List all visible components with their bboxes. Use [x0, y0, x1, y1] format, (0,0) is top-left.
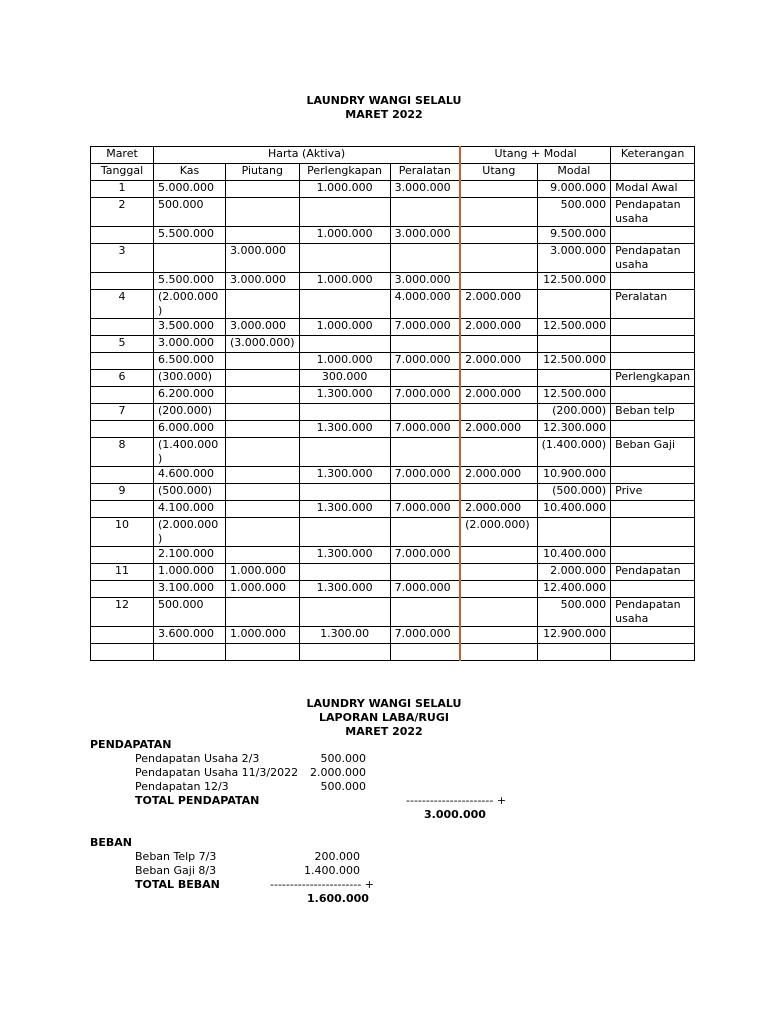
kas-cell: (2.000.000 ) — [154, 518, 226, 547]
perlengkapan-cell — [299, 438, 390, 467]
pendapatan-item-amount: 2.000.000 — [310, 766, 366, 779]
perlengkapan-cell: 1.000.000 — [299, 227, 390, 244]
peralatan-cell: 7.000.000 — [390, 387, 460, 404]
utang-cell — [460, 438, 537, 467]
header-cell — [611, 164, 695, 181]
peralatan-cell: 7.000.000 — [390, 627, 460, 644]
piutang-cell — [226, 421, 300, 438]
modal-cell: 9.000.000 — [537, 181, 611, 198]
piutang-cell — [226, 484, 300, 501]
utang-cell — [460, 404, 537, 421]
peralatan-cell — [390, 336, 460, 353]
keterangan-cell — [611, 421, 695, 438]
tanggal-cell — [91, 319, 154, 336]
modal-cell — [537, 644, 611, 661]
perlengkapan-cell: 1.300.000 — [299, 421, 390, 438]
kas-cell — [154, 644, 226, 661]
piutang-cell — [226, 547, 300, 564]
utang-cell: 2.000.000 — [460, 467, 537, 484]
kas-cell: 500.000 — [154, 198, 226, 227]
peralatan-cell — [390, 370, 460, 387]
beban-item-amount: 200.000 — [314, 850, 360, 863]
modal-cell: (200.000) — [537, 404, 611, 421]
modal-cell: 12.500.000 — [537, 319, 611, 336]
utang-cell — [460, 244, 537, 273]
peralatan-cell: 7.000.000 — [390, 547, 460, 564]
tanggal-cell: 10 — [91, 518, 154, 547]
modal-cell: 3.000.000 — [537, 244, 611, 273]
table-row — [91, 564, 695, 581]
modal-cell: 9.500.000 — [537, 227, 611, 244]
piutang-cell: (3.000.000) — [226, 336, 300, 353]
keterangan-cell — [611, 627, 695, 644]
peralatan-cell: 4.000.000 — [390, 290, 460, 319]
header-cell: Perlengkapan — [299, 164, 390, 181]
perlengkapan-cell — [299, 644, 390, 661]
keterangan-cell — [611, 273, 695, 290]
piutang-cell — [226, 518, 300, 547]
total-beban-value: 1.600.000 — [307, 892, 369, 905]
kas-cell: (300.000) — [154, 370, 226, 387]
perlengkapan-cell: 300.000 — [299, 370, 390, 387]
header-cell: Maret — [91, 147, 154, 164]
table-row — [91, 198, 695, 227]
piutang-cell — [226, 227, 300, 244]
kas-cell: 5.000.000 — [154, 181, 226, 198]
total-pendapatan-line: ---------------------- + — [406, 794, 507, 807]
kas-cell: (2.000.000 ) — [154, 290, 226, 319]
peralatan-cell: 7.000.000 — [390, 353, 460, 370]
table-row — [91, 627, 695, 644]
modal-cell: 12.900.000 — [537, 627, 611, 644]
modal-cell: (500.000) — [537, 484, 611, 501]
kas-cell: 1.000.000 — [154, 564, 226, 581]
utang-cell — [460, 484, 537, 501]
perlengkapan-cell — [299, 598, 390, 627]
tanggal-cell — [91, 581, 154, 598]
kas-cell: 6.200.000 — [154, 387, 226, 404]
tanggal-cell: 7 — [91, 404, 154, 421]
peralatan-cell: 7.000.000 — [390, 421, 460, 438]
utang-cell — [460, 273, 537, 290]
piutang-cell: 1.000.000 — [226, 627, 300, 644]
peralatan-cell — [390, 644, 460, 661]
utang-cell — [460, 370, 537, 387]
piutang-cell — [226, 598, 300, 627]
ledger-table — [90, 146, 695, 661]
piutang-cell — [226, 353, 300, 370]
pendapatan-item-label: Pendapatan Usaha 2/3 — [135, 752, 260, 765]
keterangan-cell: Pendapatan — [611, 564, 695, 581]
perlengkapan-cell — [299, 484, 390, 501]
tanggal-cell: 2 — [91, 198, 154, 227]
peralatan-cell — [390, 198, 460, 227]
table-row — [91, 598, 695, 627]
peralatan-cell: 7.000.000 — [390, 467, 460, 484]
modal-cell: 500.000 — [537, 198, 611, 227]
piutang-cell: 3.000.000 — [226, 273, 300, 290]
piutang-cell — [226, 181, 300, 198]
keterangan-cell — [611, 547, 695, 564]
keterangan-cell — [611, 467, 695, 484]
perlengkapan-cell — [299, 564, 390, 581]
peralatan-cell — [390, 518, 460, 547]
pendapatan-item-label: Pendapatan Usaha 11/3/2022 — [135, 766, 299, 779]
keterangan-cell — [611, 644, 695, 661]
peralatan-cell: 7.000.000 — [390, 319, 460, 336]
tanggal-cell — [91, 644, 154, 661]
table-row — [91, 353, 695, 370]
peralatan-cell: 3.000.000 — [390, 273, 460, 290]
kas-cell: 5.500.000 — [154, 227, 226, 244]
keterangan-cell: Modal Awal — [611, 181, 695, 198]
keterangan-cell: Beban telp — [611, 404, 695, 421]
utang-cell — [460, 598, 537, 627]
keterangan-cell: Pendapatan usaha — [611, 244, 695, 273]
table-row — [91, 518, 695, 547]
keterangan-cell: Prive — [611, 484, 695, 501]
header-cell: Utang + Modal — [460, 147, 611, 164]
utang-cell — [460, 644, 537, 661]
kas-cell: 3.600.000 — [154, 627, 226, 644]
piutang-cell: 1.000.000 — [226, 581, 300, 598]
perlengkapan-cell: 1.000.000 — [299, 273, 390, 290]
perlengkapan-cell — [299, 404, 390, 421]
perlengkapan-cell: 1.300.000 — [299, 387, 390, 404]
kas-cell: 5.500.000 — [154, 273, 226, 290]
tanggal-cell — [91, 501, 154, 518]
table-row — [91, 467, 695, 484]
peralatan-cell — [390, 244, 460, 273]
keterangan-cell — [611, 227, 695, 244]
tanggal-cell: 4 — [91, 290, 154, 319]
kas-cell: 500.000 — [154, 598, 226, 627]
modal-cell — [537, 518, 611, 547]
header-cell: Piutang — [226, 164, 300, 181]
keterangan-cell: Pendapatan usaha — [611, 198, 695, 227]
peralatan-cell: 7.000.000 — [390, 501, 460, 518]
table-row — [91, 244, 695, 273]
tanggal-cell — [91, 421, 154, 438]
kas-cell: 4.100.000 — [154, 501, 226, 518]
modal-cell: 12.500.000 — [537, 353, 611, 370]
utang-cell: (2.000.000) — [460, 518, 537, 547]
kas-cell: 3.000.000 — [154, 336, 226, 353]
perlengkapan-cell — [299, 518, 390, 547]
modal-cell: 10.400.000 — [537, 547, 611, 564]
utang-cell: 2.000.000 — [460, 290, 537, 319]
piutang-cell — [226, 644, 300, 661]
kas-cell: (200.000) — [154, 404, 226, 421]
peralatan-cell — [390, 404, 460, 421]
beban-item-label: Beban Gaji 8/3 — [135, 864, 217, 877]
modal-cell — [537, 370, 611, 387]
kas-cell: 2.100.000 — [154, 547, 226, 564]
peralatan-cell — [390, 564, 460, 581]
keterangan-cell: Pendapatan usaha — [611, 598, 695, 627]
utang-cell: 2.000.000 — [460, 501, 537, 518]
keterangan-cell — [611, 501, 695, 518]
total-pendapatan-label: TOTAL PENDAPATAN — [135, 794, 260, 807]
header-cell: Keterangan — [611, 147, 695, 164]
pl-period-title: MARET 2022 — [345, 725, 423, 738]
perlengkapan-cell: 1.300.000 — [299, 547, 390, 564]
peralatan-cell: 3.000.000 — [390, 227, 460, 244]
utang-cell — [460, 581, 537, 598]
table-row — [91, 319, 695, 336]
header-cell: Harta (Aktiva) — [154, 147, 461, 164]
tanggal-cell: 5 — [91, 336, 154, 353]
tanggal-cell — [91, 273, 154, 290]
modal-cell: 10.900.000 — [537, 467, 611, 484]
total-beban-line: ----------------------- + — [270, 878, 375, 891]
perlengkapan-cell — [299, 290, 390, 319]
keterangan-cell: Peralatan — [611, 290, 695, 319]
perlengkapan-cell — [299, 198, 390, 227]
peralatan-cell — [390, 438, 460, 467]
piutang-cell — [226, 438, 300, 467]
pendapatan-item-amount: 500.000 — [320, 780, 366, 793]
perlengkapan-cell: 1.300.000 — [299, 501, 390, 518]
tanggal-cell — [91, 227, 154, 244]
utang-cell — [460, 336, 537, 353]
tanggal-cell: 9 — [91, 484, 154, 501]
keterangan-cell: Beban Gaji — [611, 438, 695, 467]
table-row — [91, 581, 695, 598]
modal-cell: 2.000.000 — [537, 564, 611, 581]
modal-cell: 12.400.000 — [537, 581, 611, 598]
tanggal-cell: 6 — [91, 370, 154, 387]
header-cell: Utang — [460, 164, 537, 181]
table-row — [91, 404, 695, 421]
peralatan-cell — [390, 598, 460, 627]
utang-cell — [460, 547, 537, 564]
header-cell: Tanggal — [91, 164, 154, 181]
header-cell: Modal — [537, 164, 611, 181]
tanggal-cell: 11 — [91, 564, 154, 581]
beban-heading: BEBAN — [90, 836, 133, 849]
perlengkapan-cell — [299, 336, 390, 353]
utang-cell: 2.000.000 — [460, 319, 537, 336]
modal-cell: 12.500.000 — [537, 273, 611, 290]
report-period-title: MARET 2022 — [345, 108, 423, 121]
piutang-cell — [226, 404, 300, 421]
modal-cell — [537, 290, 611, 319]
kas-cell: 3.100.000 — [154, 581, 226, 598]
table-row — [91, 421, 695, 438]
table-row — [91, 227, 695, 244]
utang-cell: 2.000.000 — [460, 387, 537, 404]
table-row — [91, 181, 695, 198]
keterangan-cell — [611, 581, 695, 598]
perlengkapan-cell: 1.300.000 — [299, 581, 390, 598]
beban-item-amount: 1.400.000 — [304, 864, 360, 877]
perlengkapan-cell: 1.000.000 — [299, 181, 390, 198]
tanggal-cell: 8 — [91, 438, 154, 467]
utang-cell — [460, 564, 537, 581]
header-cell: Peralatan — [390, 164, 460, 181]
modal-cell: 500.000 — [537, 598, 611, 627]
total-beban-label: TOTAL BEBAN — [135, 878, 220, 891]
peralatan-cell: 3.000.000 — [390, 181, 460, 198]
table-row — [91, 273, 695, 290]
keterangan-cell — [611, 319, 695, 336]
piutang-cell — [226, 290, 300, 319]
piutang-cell — [226, 501, 300, 518]
tanggal-cell — [91, 547, 154, 564]
kas-cell: 4.600.000 — [154, 467, 226, 484]
keterangan-cell — [611, 518, 695, 547]
keterangan-cell: Perlengkapan — [611, 370, 695, 387]
keterangan-cell — [611, 387, 695, 404]
modal-cell: 10.400.000 — [537, 501, 611, 518]
pl-company-title: LAUNDRY WANGI SELALU — [306, 697, 462, 710]
total-pendapatan-value: 3.000.000 — [424, 808, 486, 821]
piutang-cell: 3.000.000 — [226, 319, 300, 336]
utang-cell — [460, 198, 537, 227]
modal-cell: 12.500.000 — [537, 387, 611, 404]
peralatan-cell: 7.000.000 — [390, 581, 460, 598]
utang-cell: 2.000.000 — [460, 353, 537, 370]
table-row — [91, 484, 695, 501]
perlengkapan-cell — [299, 244, 390, 273]
perlengkapan-cell: 1.000.000 — [299, 353, 390, 370]
beban-item-label: Beban Telp 7/3 — [135, 850, 217, 863]
pendapatan-heading: PENDAPATAN — [90, 738, 172, 751]
header-row-sub — [91, 164, 695, 181]
tanggal-cell — [91, 387, 154, 404]
table-row — [91, 644, 695, 661]
table-row — [91, 387, 695, 404]
report-company-title: LAUNDRY WANGI SELALU — [306, 94, 462, 107]
header-row-top — [91, 147, 695, 164]
kas-cell: (1.400.000 ) — [154, 438, 226, 467]
table-row — [91, 290, 695, 319]
kas-cell: 3.500.000 — [154, 319, 226, 336]
kas-cell — [154, 244, 226, 273]
tanggal-cell — [91, 627, 154, 644]
kas-cell: 6.000.000 — [154, 421, 226, 438]
keterangan-cell — [611, 353, 695, 370]
piutang-cell — [226, 370, 300, 387]
table-row — [91, 547, 695, 564]
utang-cell — [460, 227, 537, 244]
utang-cell — [460, 181, 537, 198]
utang-cell — [460, 627, 537, 644]
peralatan-cell — [390, 484, 460, 501]
table-row — [91, 336, 695, 353]
table-row — [91, 501, 695, 518]
header-cell: Kas — [154, 164, 226, 181]
piutang-cell — [226, 387, 300, 404]
piutang-cell: 1.000.000 — [226, 564, 300, 581]
piutang-cell: 3.000.000 — [226, 244, 300, 273]
utang-cell: 2.000.000 — [460, 421, 537, 438]
piutang-cell — [226, 467, 300, 484]
modal-cell: 12.300.000 — [537, 421, 611, 438]
perlengkapan-cell: 1.300.000 — [299, 467, 390, 484]
tanggal-cell — [91, 467, 154, 484]
perlengkapan-cell: 1.000.000 — [299, 319, 390, 336]
kas-cell: (500.000) — [154, 484, 226, 501]
pendapatan-item-amount: 500.000 — [320, 752, 366, 765]
tanggal-cell: 12 — [91, 598, 154, 627]
modal-cell: (1.400.000) — [537, 438, 611, 467]
table-row — [91, 438, 695, 467]
tanggal-cell: 3 — [91, 244, 154, 273]
kas-cell: 6.500.000 — [154, 353, 226, 370]
table-row — [91, 370, 695, 387]
modal-cell — [537, 336, 611, 353]
pendapatan-item-label: Pendapatan 12/3 — [135, 780, 229, 793]
pl-report-title: LAPORAN LABA/RUGI — [319, 711, 449, 724]
tanggal-cell — [91, 353, 154, 370]
tanggal-cell: 1 — [91, 181, 154, 198]
keterangan-cell — [611, 336, 695, 353]
perlengkapan-cell: 1.300.00 — [299, 627, 390, 644]
piutang-cell — [226, 198, 300, 227]
